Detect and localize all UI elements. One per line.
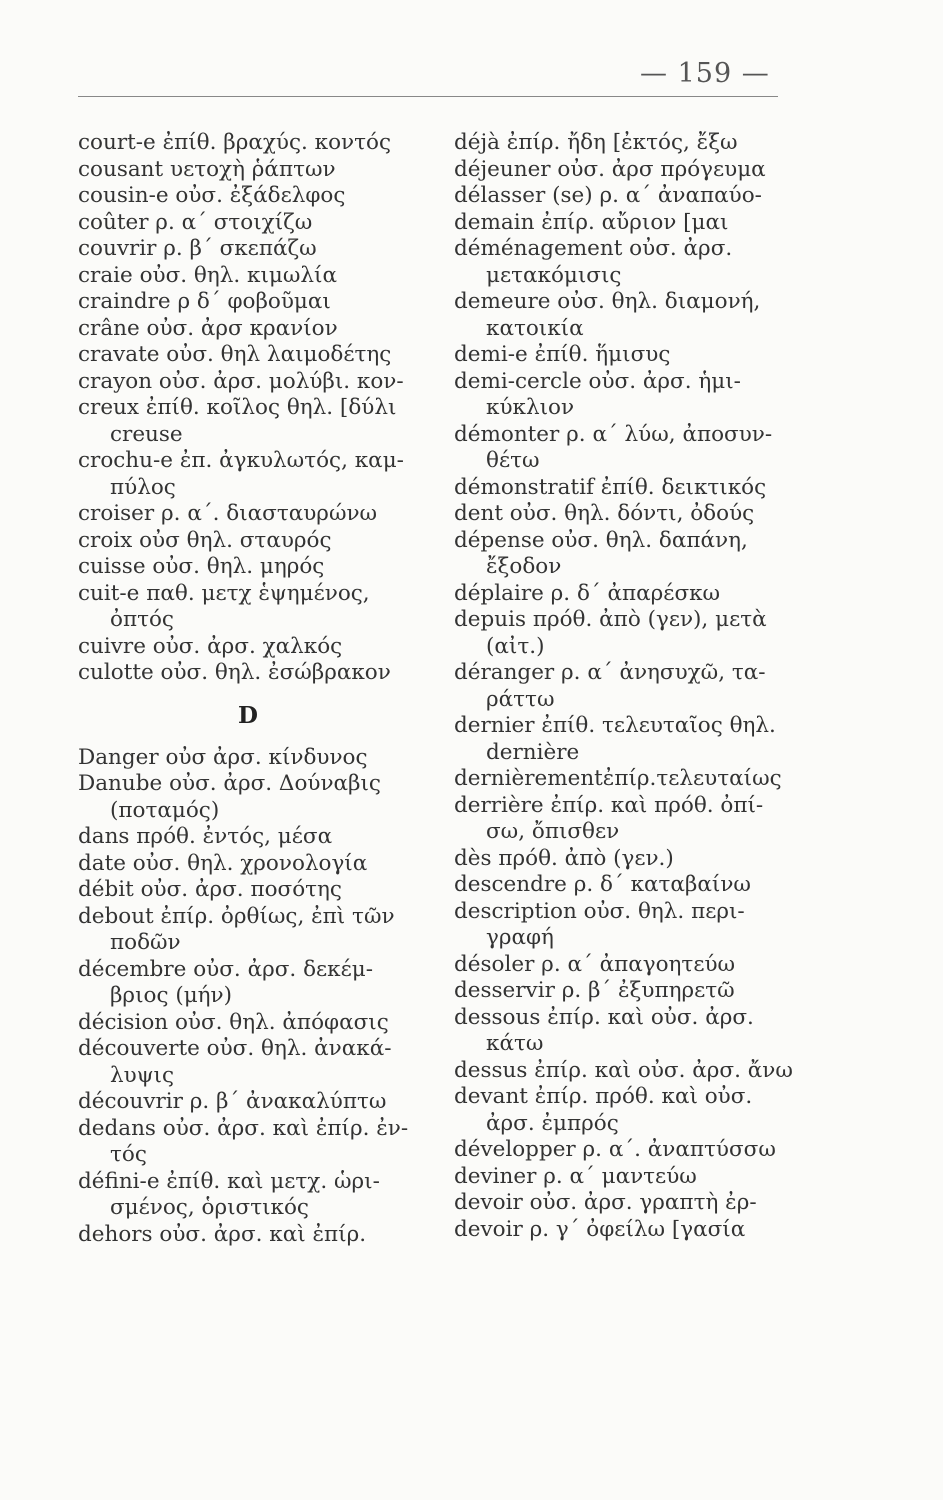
dictionary-entry: désoler ρ. α΄ ἀπαγοητεύω — [454, 951, 736, 977]
dictionary-entry: derrière ἐπίρ. καὶ πρόθ. ὀπί- — [454, 792, 764, 818]
dictionary-entry: demi-cercle οὐσ. ἀρσ. ἡμι- — [454, 368, 741, 394]
dictionary-entry: débit οὐσ. ἀρσ. ποσότης — [78, 877, 342, 902]
entry-continuation: creuse — [110, 421, 183, 447]
dictionary-entry: craie οὐσ. θηλ. κιμωλία — [78, 262, 337, 288]
header-rule — [78, 96, 778, 97]
dictionary-entry: délasser (se) ρ. α΄ ἀναπαύο- — [454, 183, 762, 208]
entry-continuation: ὀπτός — [110, 607, 174, 632]
entry-continuation: θέτω — [486, 448, 540, 473]
dictionary-entry: coûter ρ. α΄ στοιχίζω — [78, 209, 313, 235]
dictionary-entry: dessous ἐπίρ. καὶ οὐσ. ἀρσ. — [454, 1004, 754, 1030]
dictionary-entry: culotte οὐσ. θηλ. ἐσώβρακον — [78, 660, 391, 685]
dictionary-entry: déranger ρ. α΄ ἀνησυχῶ, τα- — [454, 660, 766, 685]
dictionary-entry: craindre ρ δ΄ φοβοῦμαι — [78, 289, 331, 314]
entry-continuation: (αἰτ.) — [486, 633, 545, 659]
dictionary-entry: devoir ρ. γ΄ ὀφείλω [γασία — [454, 1216, 746, 1242]
dictionary-entry: date οὐσ. θηλ. χρονολογία — [78, 850, 368, 876]
left-entries-c — [78, 130, 438, 687]
dictionary-entry: croix οὐσ θηλ. σταυρός — [78, 527, 332, 553]
dictionary-entry: dernier ἐπίθ. τελευταῖος θηλ. — [454, 713, 776, 738]
dictionary-entry: dent οὐσ. θηλ. δόντι, ὀδούς — [454, 501, 755, 526]
entry-continuation: τός — [110, 1142, 147, 1167]
dictionary-entry: cravate οὐσ. θηλ λαιμοδέτης — [78, 342, 392, 367]
dictionary-entry: depuis πρόθ. ἀπὸ (γεν), μετὰ — [454, 607, 767, 632]
dictionary-entry: dépense οὐσ. θηλ. δαπάνη, — [454, 527, 748, 553]
entry-continuation: ἔξοδον — [486, 554, 562, 579]
entry-continuation: (ποταμός) — [110, 797, 220, 823]
left-entries-d — [78, 745, 438, 1249]
dictionary-entry: démonter ρ. α΄ λύω, ἀποσυν- — [454, 421, 773, 447]
dictionary-entry: debout ἐπίρ. ὀρθίως, ἐπὶ τῶν — [78, 903, 395, 929]
dictionary-entry: crayon οὐσ. ἀρσ. μολύβι. κον- — [78, 368, 404, 394]
dictionary-entry: dehors οὐσ. ἀρσ. καὶ ἐπίρ. — [78, 1221, 367, 1247]
dictionary-entry: développer ρ. α΄. ἀναπτύσσω — [454, 1137, 776, 1162]
dictionary-entry: décision οὐσ. θηλ. ἀπόφασις — [78, 1009, 389, 1035]
left-column — [78, 130, 438, 1248]
dictionary-entry: court-e ἐπίθ. βραχύς. κοντός — [78, 130, 392, 155]
dictionary-entry: demi-e ἐπίθ. ἥμισυς — [454, 342, 671, 367]
entry-continuation: ποδῶν — [110, 930, 181, 955]
entry-continuation: μετακόμισις — [486, 262, 622, 288]
dictionary-entry: couvrir ρ. β΄ σκεπάζω — [78, 236, 317, 261]
dictionary-entry: crâne οὐσ. ἀρσ κρανίον — [78, 315, 338, 341]
dictionary-entry: Danger οὐσ ἀρσ. κίνδυνος — [78, 744, 368, 770]
dictionary-entry: demain ἐπίρ. αὔριον [μαι — [454, 209, 729, 235]
entry-continuation: γραφή — [486, 925, 554, 950]
dictionary-entry: cuit-e παθ. μετχ ἑψημένος, — [78, 580, 370, 606]
entry-continuation: σω, ὄπισθεν — [486, 819, 620, 844]
dictionary-entry: démonstratif ἐπίθ. δεικτικός — [454, 474, 767, 500]
dictionary-entry: deviner ρ. α΄ μαντεύω — [454, 1163, 697, 1189]
dictionary-entry: dans πρόθ. ἐντός, μέσα — [78, 824, 333, 849]
dictionary-entry: description οὐσ. θηλ. περι- — [454, 898, 745, 924]
dictionary-entry: demeure οὐσ. θηλ. διαμονή, — [454, 289, 761, 314]
entry-continuation: dernière — [486, 739, 580, 765]
dictionary-entry: dessus ἐπίρ. καὶ οὐσ. ἀρσ. ἄνω — [454, 1057, 793, 1083]
dictionary-entry: creux ἐπίθ. κοῖλος θηλ. [δύλι — [78, 395, 397, 420]
dictionary-entry: crochu-e ἐπ. ἀγκυλωτός, καμ- — [78, 448, 404, 473]
entry-continuation: βριος (μήν) — [110, 983, 233, 1008]
dictionary-entry: dedans οὐσ. ἀρσ. καὶ ἐπίρ. ἐν- — [78, 1115, 409, 1141]
dictionary-entry: découvrir ρ. β΄ ἀνακαλύπτω — [78, 1089, 387, 1114]
dictionary-entry: déjeuner οὐσ. ἀρσ πρόγευμα — [454, 156, 766, 182]
dictionary-entry: déplaire ρ. δ΄ ἀπαρέσκω — [454, 580, 721, 606]
right-column — [454, 130, 816, 1243]
entry-continuation: σμένος, ὁριστικός — [110, 1195, 309, 1220]
page-number: — 159 — — [640, 58, 770, 89]
section-letter-d: D — [238, 701, 258, 729]
entry-continuation: κατοικία — [486, 315, 584, 341]
entry-continuation: λυψις — [110, 1062, 175, 1088]
dictionary-entry: découverte οὐσ. θηλ. ἀνακά- — [78, 1036, 392, 1061]
dictionary-entry: croiser ρ. α΄. διασταυρώνω — [78, 501, 378, 526]
entry-continuation: πύλος — [110, 474, 176, 500]
dictionary-entry: Danube οὐσ. ἀρσ. Δούναβις — [78, 771, 381, 796]
dictionary-entry: déjà ἐπίρ. ἤδη [ἐκτός, ἔξω — [454, 130, 738, 155]
dictionary-entry: dès πρόθ. ἀπὸ (γεν.) — [454, 845, 674, 871]
dictionary-entry: dernièrementἐπίρ.τελευταίως — [454, 766, 782, 791]
dictionary-entry: desservir ρ. β΄ ἐξυπηρετῶ — [454, 978, 735, 1003]
entry-continuation: ράττω — [486, 686, 555, 712]
entry-continuation: κύκλιον — [486, 395, 575, 420]
dictionary-entry: décembre οὐσ. ἀρσ. δεκέμ- — [78, 956, 373, 982]
dictionary-entry: cuisse οὐσ. θηλ. μηρός — [78, 554, 325, 579]
right-entries-d — [454, 130, 816, 1243]
dictionary-entry: descendre ρ. δ΄ καταβαίνω — [454, 872, 751, 897]
dictionary-entry: défini-e ἐπίθ. καὶ μετχ. ὡρι- — [78, 1168, 380, 1194]
dictionary-entry: cousin-e οὐσ. ἐξάδελφος — [78, 183, 346, 208]
entry-continuation: ἀρσ. ἐμπρός — [486, 1110, 619, 1136]
dictionary-entry: devoir οὐσ. ἀρσ. γραπτὴ ἐρ- — [454, 1190, 757, 1215]
dictionary-entry: déménagement οὐσ. ἀρσ. — [454, 236, 733, 261]
entry-continuation: κάτω — [486, 1031, 544, 1056]
dictionary-entry: cousant υετοχὴ ῥάπτων — [78, 156, 336, 182]
dictionary-entry: devant ἐπίρ. πρόθ. καὶ οὐσ. — [454, 1084, 753, 1109]
dictionary-entry: cuivre οὐσ. ἀρσ. χαλκός — [78, 633, 343, 659]
